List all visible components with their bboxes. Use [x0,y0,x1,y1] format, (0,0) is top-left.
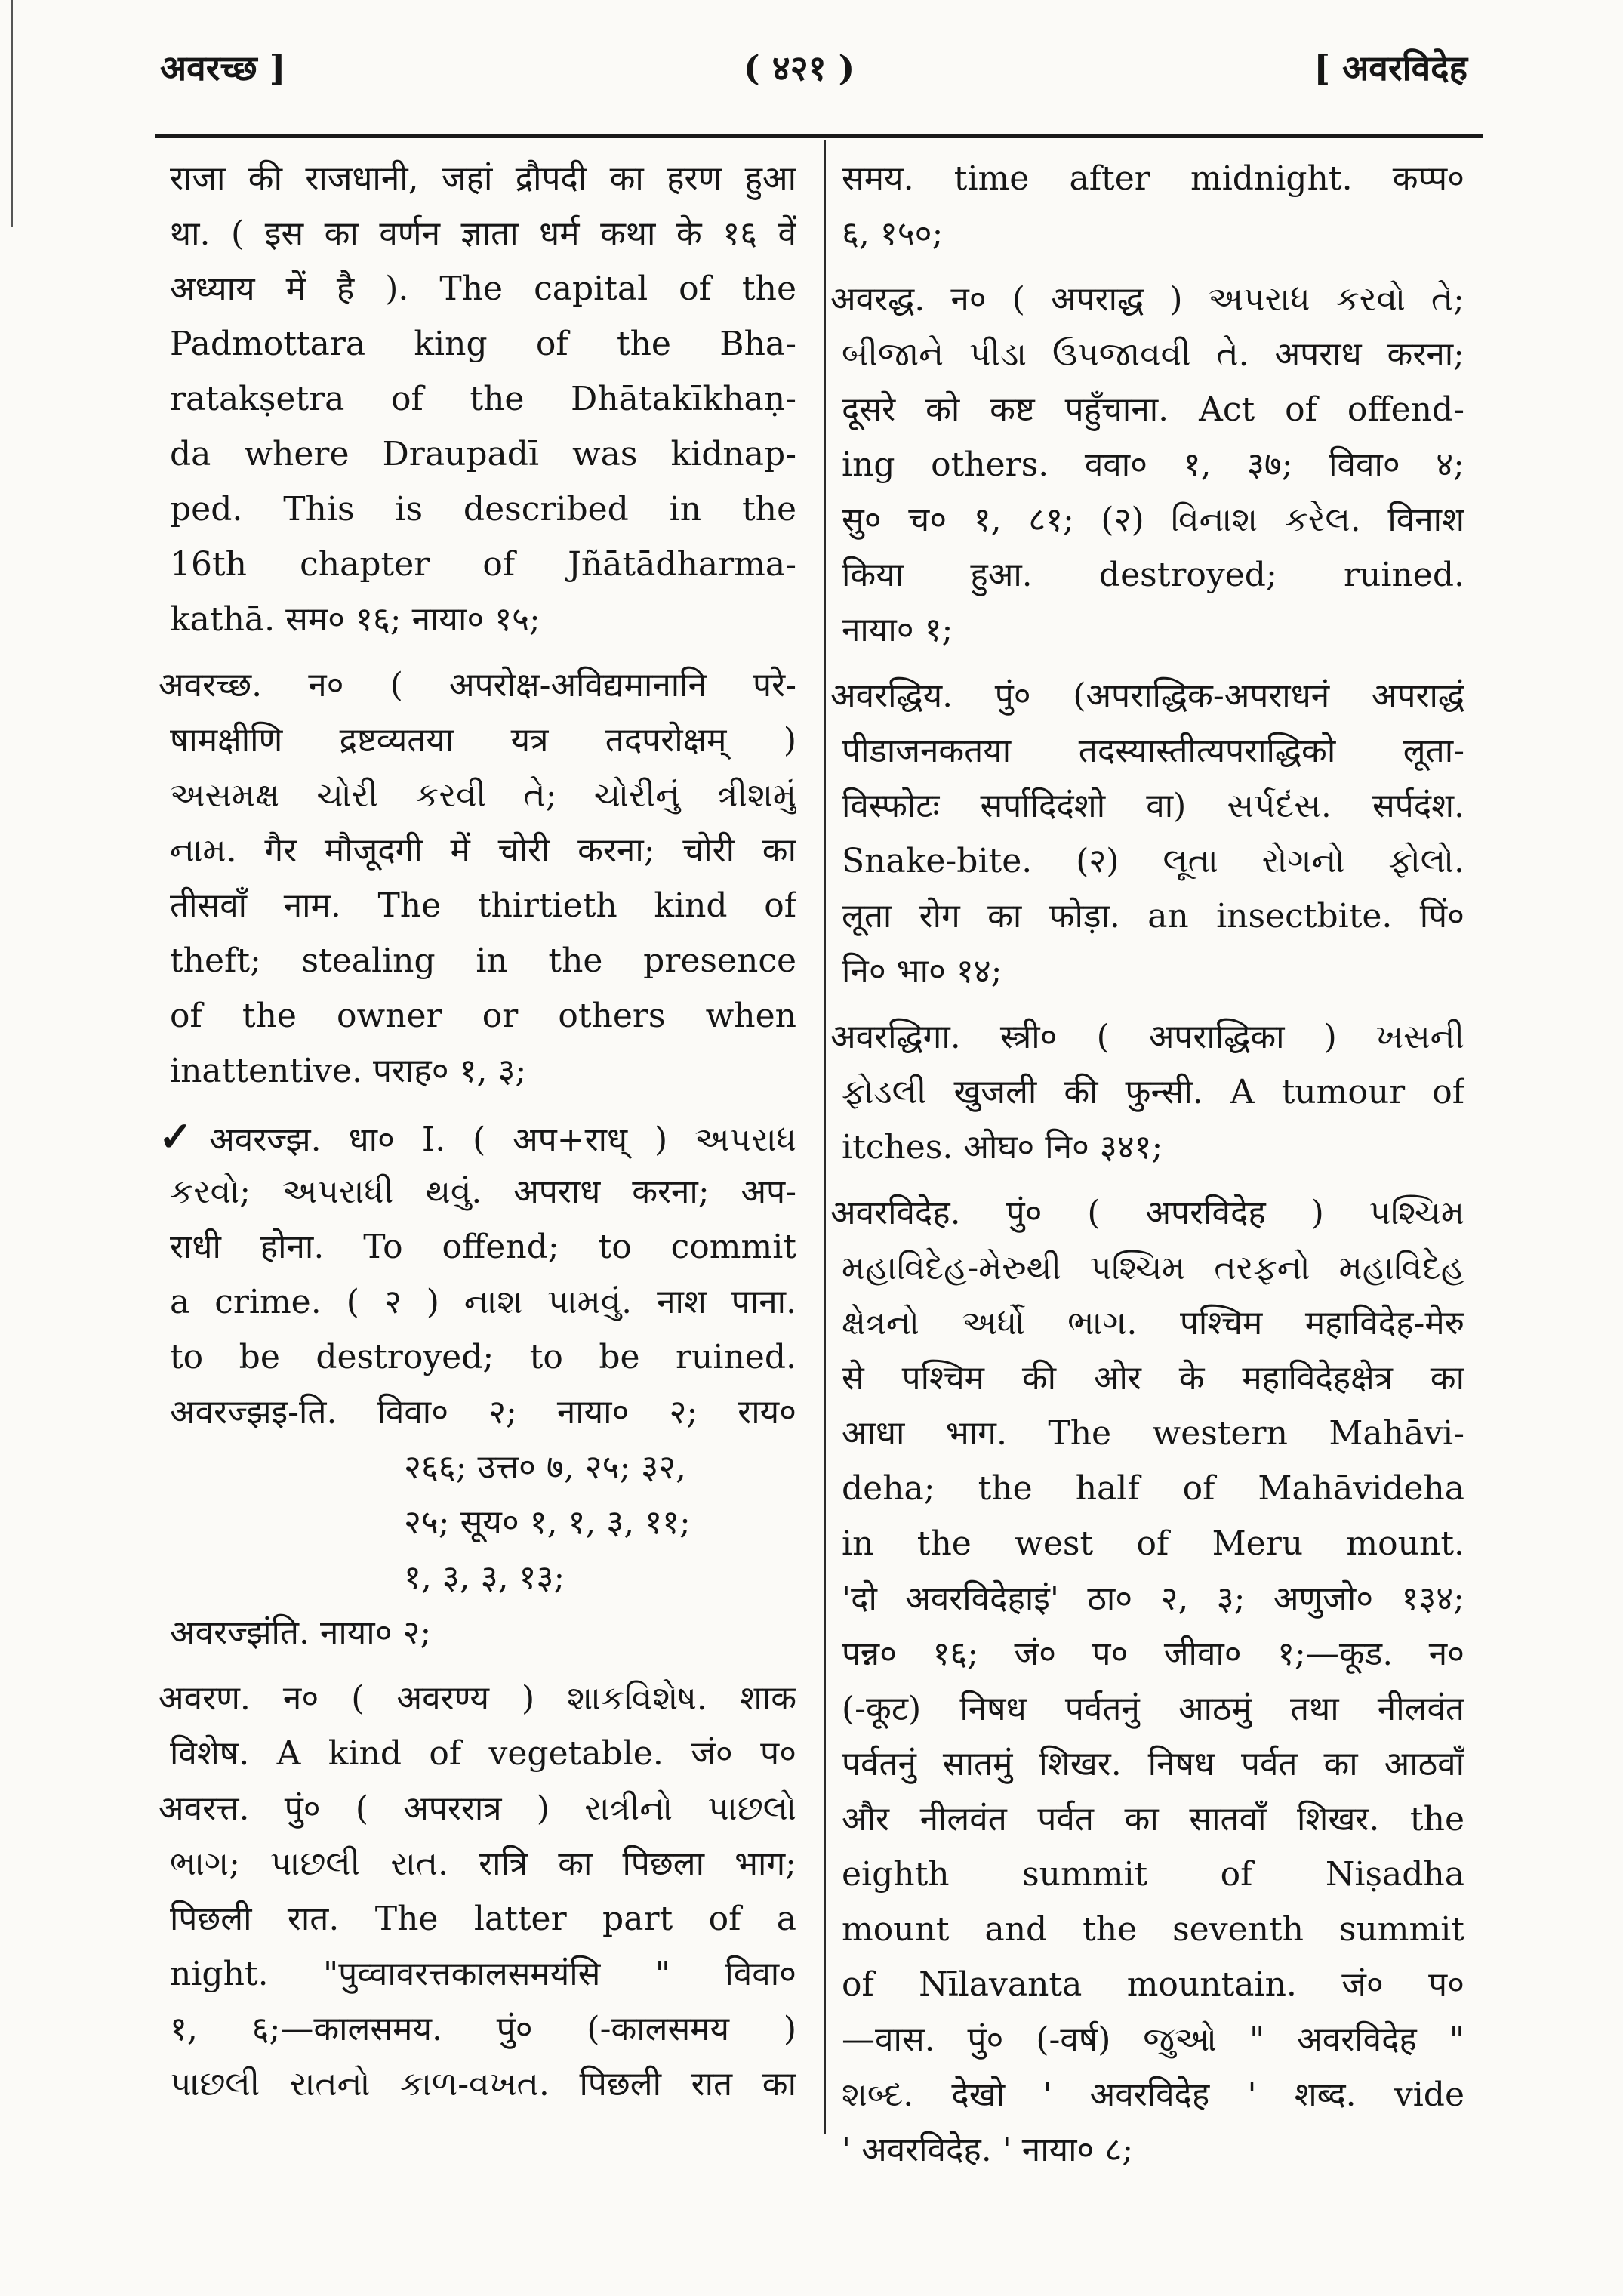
entry-line: 'दो अवरविदेहाइं' ठा० २, ३; अणुजो० १३४; [842,1579,1464,1618]
entry-line: तीसवाँ नाम. The thirtieth kind of [170,886,796,925]
entry-line: आधा भाग. The western Mahāvi- [842,1414,1464,1453]
entry-avarana [159,1671,796,1781]
entry-continuation [842,151,1464,261]
entry-line: पर्वतनुं सातमुं शिखर. निषध पर्वत का आठवाँ [842,1745,1464,1783]
entry-line: a crime. ( २ ) નાશ પામવું. नाश पाना. [170,1283,796,1321]
entry-line: पन्न० १६; जं० प० जीवा० १;—कूड. न० [842,1635,1464,1673]
entry-line: विस्फोटः सर्पादिदंशो वा) સર્પદંસ. सर्पदंश. [842,787,1464,825]
entry-line: दूसरे को कष्ट पहुँचाना. Act of offend- [842,390,1464,429]
entry-line: लूता रोग का फोड़ा. an insectbite. पिं० [842,897,1464,935]
entry-line: १, ६;—कालसमय. पुं० (-कालसमय ) [170,2010,796,2048]
entry-line: of the owner or others when [170,997,796,1035]
entry-line: 16th chapter of Jñātādharma- [170,545,796,584]
header-rule [155,134,1483,138]
entry-avaravideha [830,1185,1464,2177]
entry-line: ' अवरविदेह. ' नाया० ८; [842,2131,1134,2169]
entry-line: mount and the seventh summit [842,1910,1464,1949]
check-mark-icon: ✓ [159,1112,210,1160]
entry-line: theft; stealing in the presence [170,942,796,980]
header-first-headword: अवरच्छ ] [160,48,286,88]
column-divider [824,140,826,2134]
entry-line: पिछली रात. The latter part of a [170,1900,796,1938]
entry-avaratta [159,1781,796,2112]
entry-line: (-कूट) निषध पर्वतनुं आठमुं तथा नीलवंत [842,1690,1464,1728]
entry-line: विशेष. A kind of vegetable. जं० प० [170,1734,796,1773]
entry-line: २५; सूय० १, १, ३, ११; [404,1503,691,1542]
entry-line: kathā. सम० १६; नाया० १५; [170,600,540,639]
entry-headword-text: अवरज्झ. धा० I. ( अप+राध् ) અપરાધ [209,1120,796,1159]
entry-line: अवरज्झंति. नाया० २; [170,1613,432,1652]
entry-line: અસમક્ષ ચોરી કરવી તે; ચોરીનું ત્રીશમું [170,776,796,815]
entry-line: કરવો; અપરાધી થવું. अपराध करना; अप- [170,1173,796,1211]
entry-line: Padmottara king of the Bha- [170,325,796,363]
entry-line: २६६; उत्त० ७, २५; ३२, [404,1448,687,1487]
entry-line: पीडाजनकतया तदस्यास्तीत्यपराद्धिको लूता- [842,732,1464,770]
page-number: ( ४२१ ) [744,48,855,88]
entry-line: મહાવિદેહ-મેરુથી પશ્ચિમ તરફનો મહાવિદેહ [842,1249,1464,1287]
entry-avaraddhiya [830,668,1464,999]
entry-headline: अवरत्त. पुं० ( अपररात्र ) રાત્રીનો પાછલો [159,1789,796,1828]
entry-line: —वास. पुं० (-वर्ष) જુઓ " अवरविदेह " [842,2020,1464,2059]
entry-line: da where Draupadī was kidnap- [170,435,796,473]
right-column [830,151,1464,2177]
entry-line: of Nīlavanta mountain. जं० प० [842,1965,1464,2004]
entry-line: अध्याय में है ). The capital of the [170,270,796,308]
entry-line: राजा की राजधानी, जहां द्रौपदी का हरण हुआ [170,159,796,198]
entry-line: सु० च० १, ८१; (२) વિનાશ કરેલ. विनाश [842,501,1464,539]
entry-line: ६, १५०; [842,214,944,253]
entry-line: षामक्षीणि द्रष्टव्यतया यत्र तदपरोक्षम् ) [170,721,796,760]
entry-line: ped. This is described in the [170,490,796,529]
entry-line: નામ. गैर मौजूदगी में चोरी करना; चोरी का [170,831,796,870]
entry-line: ભાગ; પાછલી રાત. रात्रि का पिछला भाग; [170,1845,796,1883]
entry-avaraddha [830,272,1464,658]
scan-edge-mark [11,0,13,227]
entry-line: inattentive. पराह० १, ३; [170,1052,527,1090]
entry-headline: अवरच्छ. न० ( अपरोक्ष-अविद्यमानानि परे- [159,666,796,704]
entry-avaracchha [159,658,796,1099]
header-last-headword: [ अवरविदेह [1313,48,1467,88]
entry-line: नि० भा० १४; [842,952,1002,991]
entry-line: in the west of Meru mount. [842,1524,1464,1563]
entry-line: itches. ओघ० नि० ३४१; [842,1128,1163,1166]
entry-line: eighth summit of Niṣadha [842,1855,1464,1894]
entry-line: अवरज्झइ-ति. विवा० २; नाया० २; राय० [170,1393,796,1432]
entry-headline: अवरविदेह. पुं० ( अपरविदेह ) પશ્ચિમ [830,1194,1464,1232]
entry-avaraddhiga [830,1009,1464,1175]
entry-line: પાછલી રાતનો કાળ-વખત. पिछली रात का [170,2065,796,2103]
entry-line: समय. time after midnight. कप्प० [842,159,1464,198]
entry-line: night. "पुव्वावरत्तकालसमयंसि " विवा० [170,1955,796,1993]
entry-line: और नीलवंत पर्वत का सातवाँ शिखर. the [842,1800,1464,1838]
entry-line: to be destroyed; to be ruined. [170,1338,796,1376]
entry-line: શબ્દ. देखो ' अवरविदेह ' शब्द. vide [842,2076,1464,2114]
entry-headline [159,1109,796,1164]
entry-line: किया हुआ. destroyed; ruined. [842,556,1464,594]
entry-line: से पश्चिम की ओर के महाविदेहक्षेत्र का [842,1359,1464,1398]
left-column [159,151,796,2112]
entry-line: ing others. ववा० १, ३७; विवा० ४; [842,445,1464,484]
entry-line: था. ( इस का वर्णन ज्ञाता धर्म कथा के १६ वें [170,214,796,253]
entry-continuation [170,151,796,647]
entry-headline: अवरण. न० ( अवरण्य ) શાકવિશેષ. शाक [159,1679,796,1718]
entry-line: ratakṣetra of the Dhātakīkhaṇ- [170,380,796,418]
entry-line: ફોડલી खुजली की फुन्सी. A tumour of [842,1073,1464,1111]
entry-line: राधी होना. To offend; to commit [170,1228,796,1266]
entry-line: બીજાને પીડા ઉપજાવવી તે. अपराध करना; [842,335,1464,374]
entry-headline: अवरद्धिय. पुं० (अपराद्धिक-अपराधनं अपराद्धं [830,676,1464,715]
entry-line: deha; the half of Mahāvideha [842,1469,1464,1508]
entry-avarajjha [159,1109,796,1660]
entry-headline: अवरद्ध. न० ( अपराद्ध ) અપરાધ કરવો તે; [830,280,1464,319]
entry-headline: अवरद्धिगा. स्त्री० ( अपराद्धिका ) ખસની [830,1018,1464,1056]
entry-line: नाया० १; [842,611,953,649]
entry-line: ક્ષેત્રનો અર્ધો ભાગ. पश्चिम महाविदेह-मेरु [842,1304,1464,1342]
entry-line: १, ३, ३, १३; [404,1558,565,1597]
entry-line: Snake-bite. (२) લૂતા રોગનો ફોલો. [842,842,1464,880]
